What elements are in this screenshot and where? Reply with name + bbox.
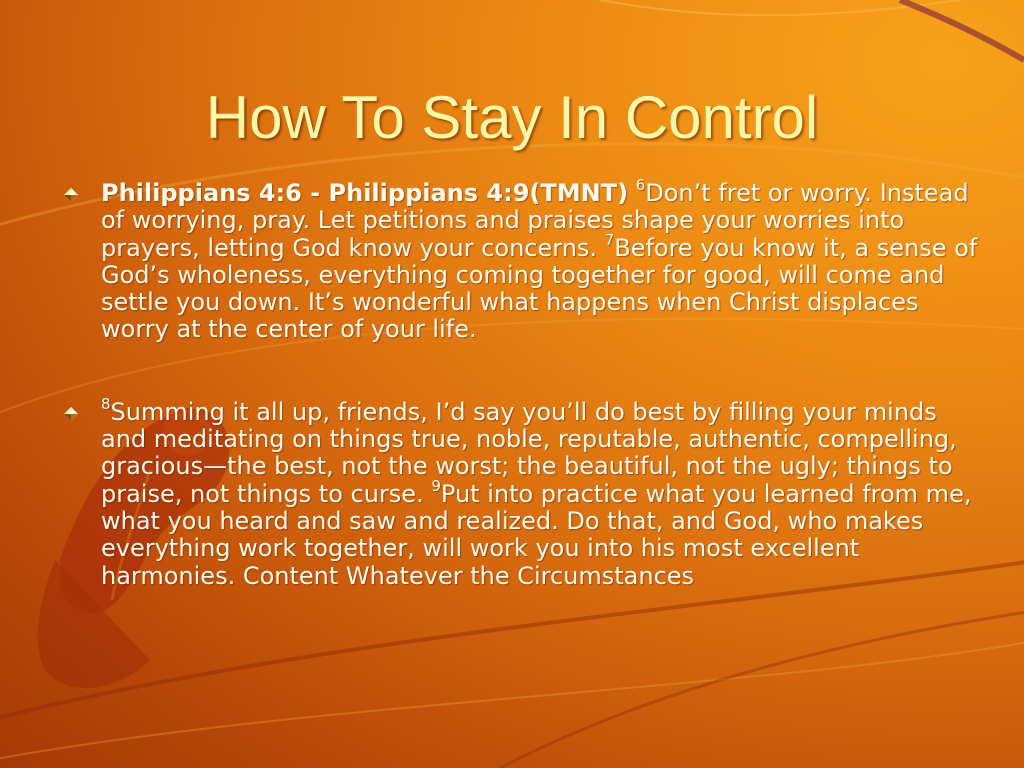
- verse-text-7: Before you know it, a sense of God’s wholeness, everything coming together for good, will come and settle you down. It’s wonderful what happens when Christ displaces worry at the center of your life.: [101, 233, 978, 344]
- bullet-list: [62, 176, 982, 590]
- verse-text-9: Put into practice what you learned from me, what you heard and saw and realized. Do that, and God, who makes everything work together, will work you into his most excellent harmonies. Content Whatever the Circumstances: [101, 479, 972, 590]
- bullet-philippians-4-8-9: [62, 394, 982, 590]
- diamond-bullet-icon: [64, 407, 78, 421]
- slide-title: How To Stay In Control: [205, 84, 819, 151]
- verse-text-6: Don’t fret or worry. Instead of worrying, pray. Let petitions and praises shape your worries into prayers, letting God know your concerns.: [101, 179, 969, 262]
- verse-number-9: 9: [431, 476, 441, 495]
- scripture-reference: Philippians 4:6 - Philippians 4:9(TMNT): [101, 179, 629, 207]
- verse-number-6: 6: [635, 176, 646, 194]
- diamond-bullet-icon: [64, 188, 78, 202]
- bullet-philippians-4-6-7: [62, 176, 982, 344]
- verse-number-7: 7: [604, 230, 615, 249]
- verse-number-8: 8: [101, 394, 111, 413]
- verse-text-8: Summing it all up, friends, I’d say you’ll do best by filling your minds and meditating on things true, noble, reputable, authentic, compelling, gracious—the best, not the worst; the beautiful, not the ugly; things to praise, not things to curse.: [101, 397, 957, 508]
